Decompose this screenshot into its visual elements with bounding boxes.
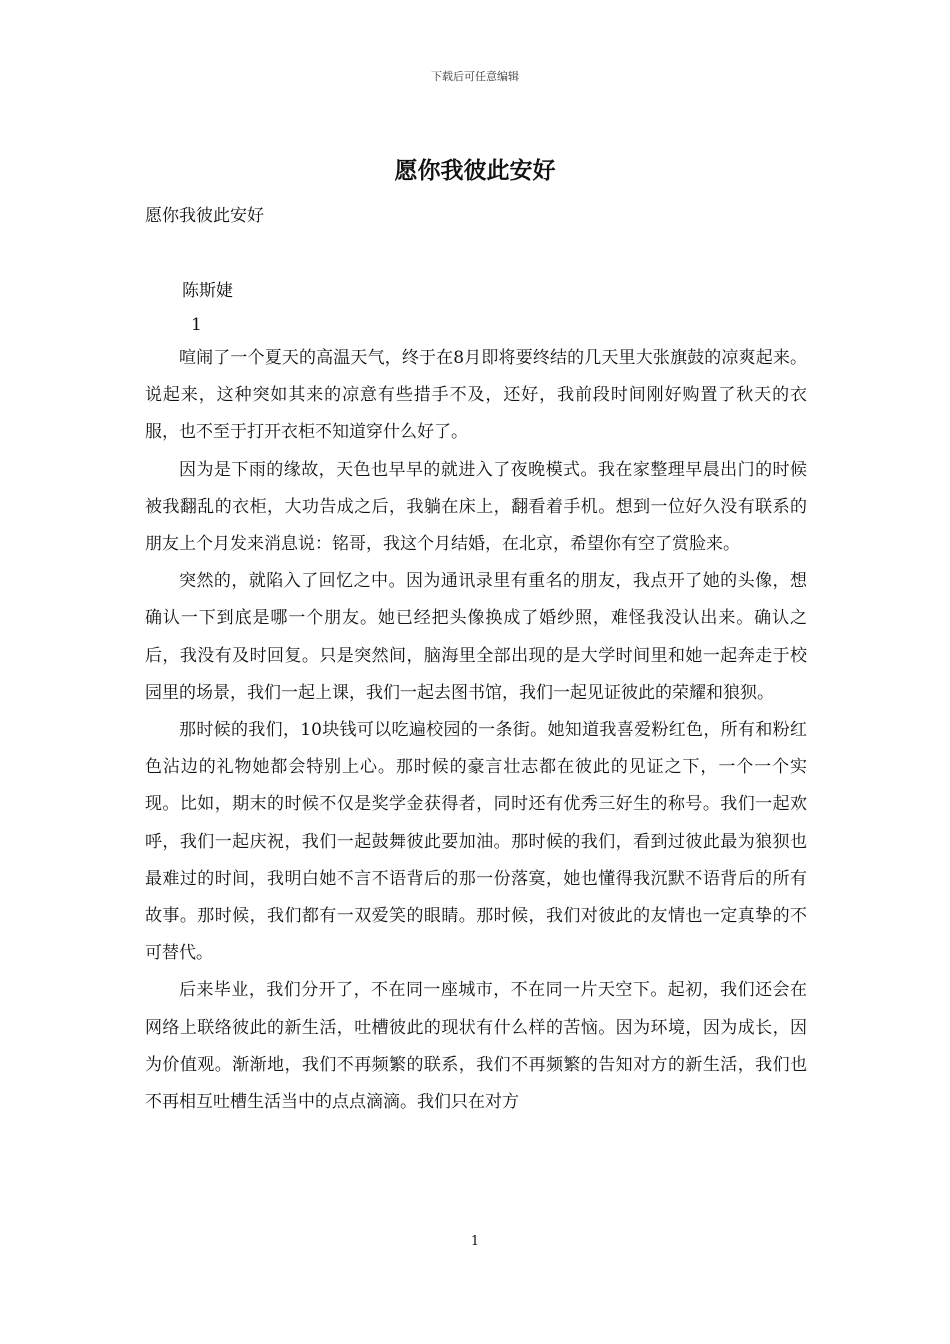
document-title: 愿你我彼此安好 (394, 157, 556, 184)
paragraph: 喧闹了一个夏天的高温天气，终于在8月即将要终结的几天里大张旗鼓的凉爽起来。说起来，这种突如其来的凉意有些措手不及，还好，我前段时间刚好购置了秋天的衣服，也不至于打开衣柜不知道穿什么好了。 (145, 348, 807, 443)
paragraph: 突然的，就陷入了回忆之中。因为通讯录里有重名的朋友，我点开了她的头像，想确认一下到底是哪一个朋友。她已经把头像换成了婚纱照，难怪我没认出来。确认之后，我没有及时回复。只是突然间，脑海里全部出现的是大学时间里和她一起奔走于校园里的场景，我们一起上课，我们一起去图书馆，我们一起见证彼此的荣耀和狼狈。 (145, 571, 807, 703)
section-number: 1 (191, 315, 202, 335)
author-name: 陈斯婕 (182, 281, 233, 301)
paragraph: 后来毕业，我们分开了，不在同一座城市，不在同一片天空下。起初，我们还会在网络上联络彼此的新生活，吐槽彼此的现状有什么样的苦恼。因为环境，因为成长，因为价值观。渐渐地，我们不再频繁的联系，我们不再频繁的告知对方的新生活，我们也不再相互吐槽生活当中的点点滴滴。我们只在对方 (145, 980, 807, 1113)
article-body (145, 340, 807, 1121)
document-subtitle: 愿你我彼此安好 (145, 206, 264, 226)
paragraph: 因为是下雨的缘故，天色也早早的就进入了夜晚模式。我在家整理早晨出门的时候被我翻乱的衣柜，大功告成之后，我躺在床上，翻看着手机。想到一位好久没有联系的朋友上个月发来消息说：铭哥，我这个月结婚，在北京，希望你有空了赏脸来。 (145, 459, 807, 555)
header-note: 下载后可任意编辑 (431, 70, 519, 83)
paragraph: 那时候的我们，10块钱可以吃遍校园的一条街。她知道我喜爱粉红色，所有和粉红色沾边的礼物她都会特别上心。那时候的豪言壮志都在彼此的见证之下，一个一个实现。比如，期末的时候不仅是奖学金获得者，同时还有优秀三好生的称号。我们一起欢呼，我们一起庆祝，我们一起鼓舞彼此要加油。那时候的我们，看到过彼此最为狼狈也最难过的时间，我明白她不言不语背后的那一份落寞，她也懂得我沉默不语背后的所有故事。那时候，我们都有一双爱笑的眼睛。那时候，我们对彼此的友情也一定真挚的不可替代。 (145, 720, 807, 964)
page-number: 1 (470, 1234, 480, 1249)
